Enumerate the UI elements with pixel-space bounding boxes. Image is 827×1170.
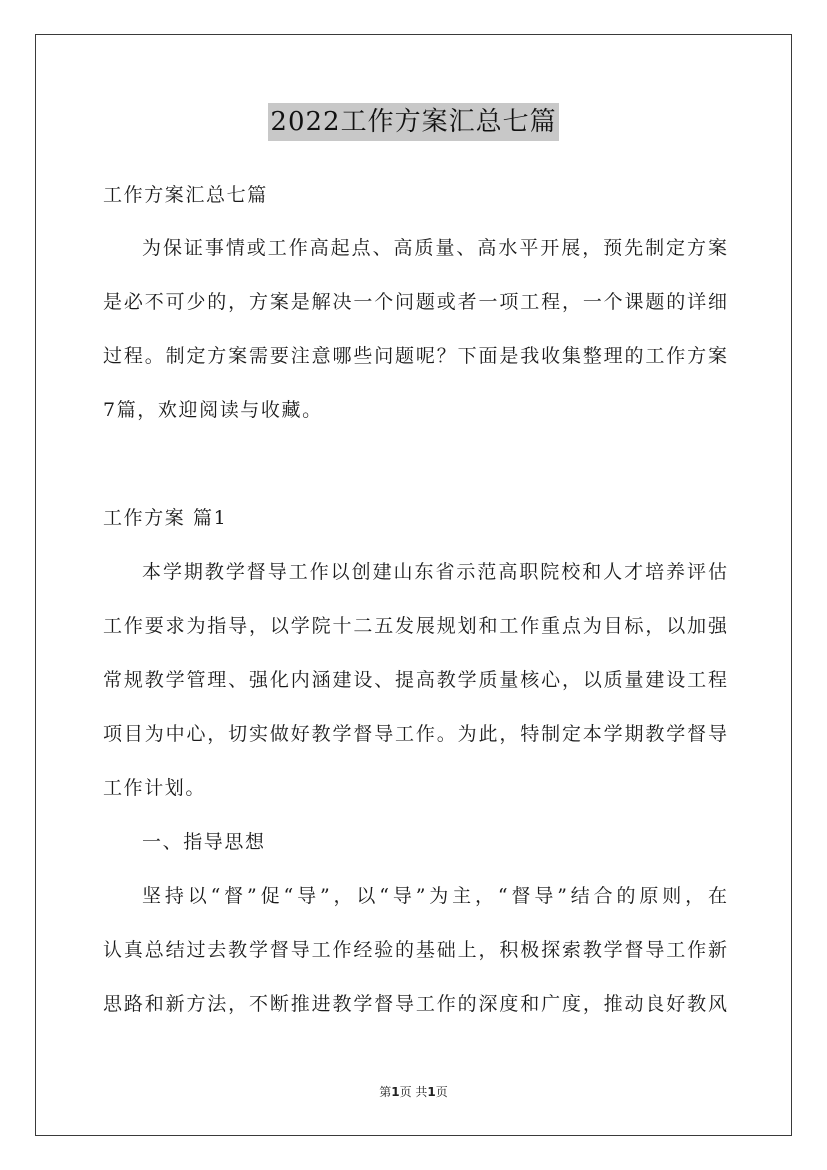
paragraph-line: 思路和新方法，不断推进教学督导工作的深度和广度，推动良好教风 — [103, 993, 727, 1015]
document-title: 2022工作方案汇总七篇 — [268, 103, 558, 141]
paragraph-line: 常规教学管理、强化内涵建设、提高教学质量核心，以质量建设工程 — [103, 669, 727, 691]
section-heading: 工作方案 篇1 — [103, 507, 228, 529]
paragraph-line: 7篇，欢迎阅读与收藏。 — [103, 399, 323, 421]
paragraph-line: 工作要求为指导，以学院十二五发展规划和工作重点为目标，以加强 — [103, 615, 727, 637]
paragraph-line: 坚持以“督”促“导”，以“导”为主，“督导”结合的原则，在 — [142, 885, 727, 907]
paragraph-line: 过程。制定方案需要注意哪些问题呢？下面是我收集整理的工作方案 — [103, 345, 727, 367]
paragraph-line: 项目为中心，切实做好教学督导工作。为此，特制定本学期教学督导 — [103, 723, 727, 745]
footer-mid: 页 共 — [399, 1085, 428, 1099]
paragraph-line: 是必不可少的，方案是解决一个问题或者一项工程，一个课题的详细 — [103, 291, 727, 313]
subtitle-line: 工作方案汇总七篇 — [103, 184, 268, 206]
footer-page-total: 1 — [427, 1085, 436, 1099]
subsection-heading: 一、指导思想 — [142, 831, 266, 853]
paragraph-line: 为保证事情或工作高起点、高质量、高水平开展，预先制定方案 — [142, 237, 727, 259]
paragraph-line: 工作计划。 — [103, 777, 207, 799]
footer-page-number: 1 — [391, 1085, 400, 1099]
paragraph-line: 认真总结过去教学督导工作经验的基础上，积极探索教学督导工作新 — [103, 939, 727, 961]
footer-prefix: 第 — [379, 1085, 392, 1099]
title-container — [0, 103, 827, 141]
page-footer — [0, 1084, 827, 1100]
footer-suffix: 页 — [435, 1085, 448, 1099]
paragraph-line: 本学期教学督导工作以创建山东省示范高职院校和人才培养评估 — [142, 561, 727, 583]
